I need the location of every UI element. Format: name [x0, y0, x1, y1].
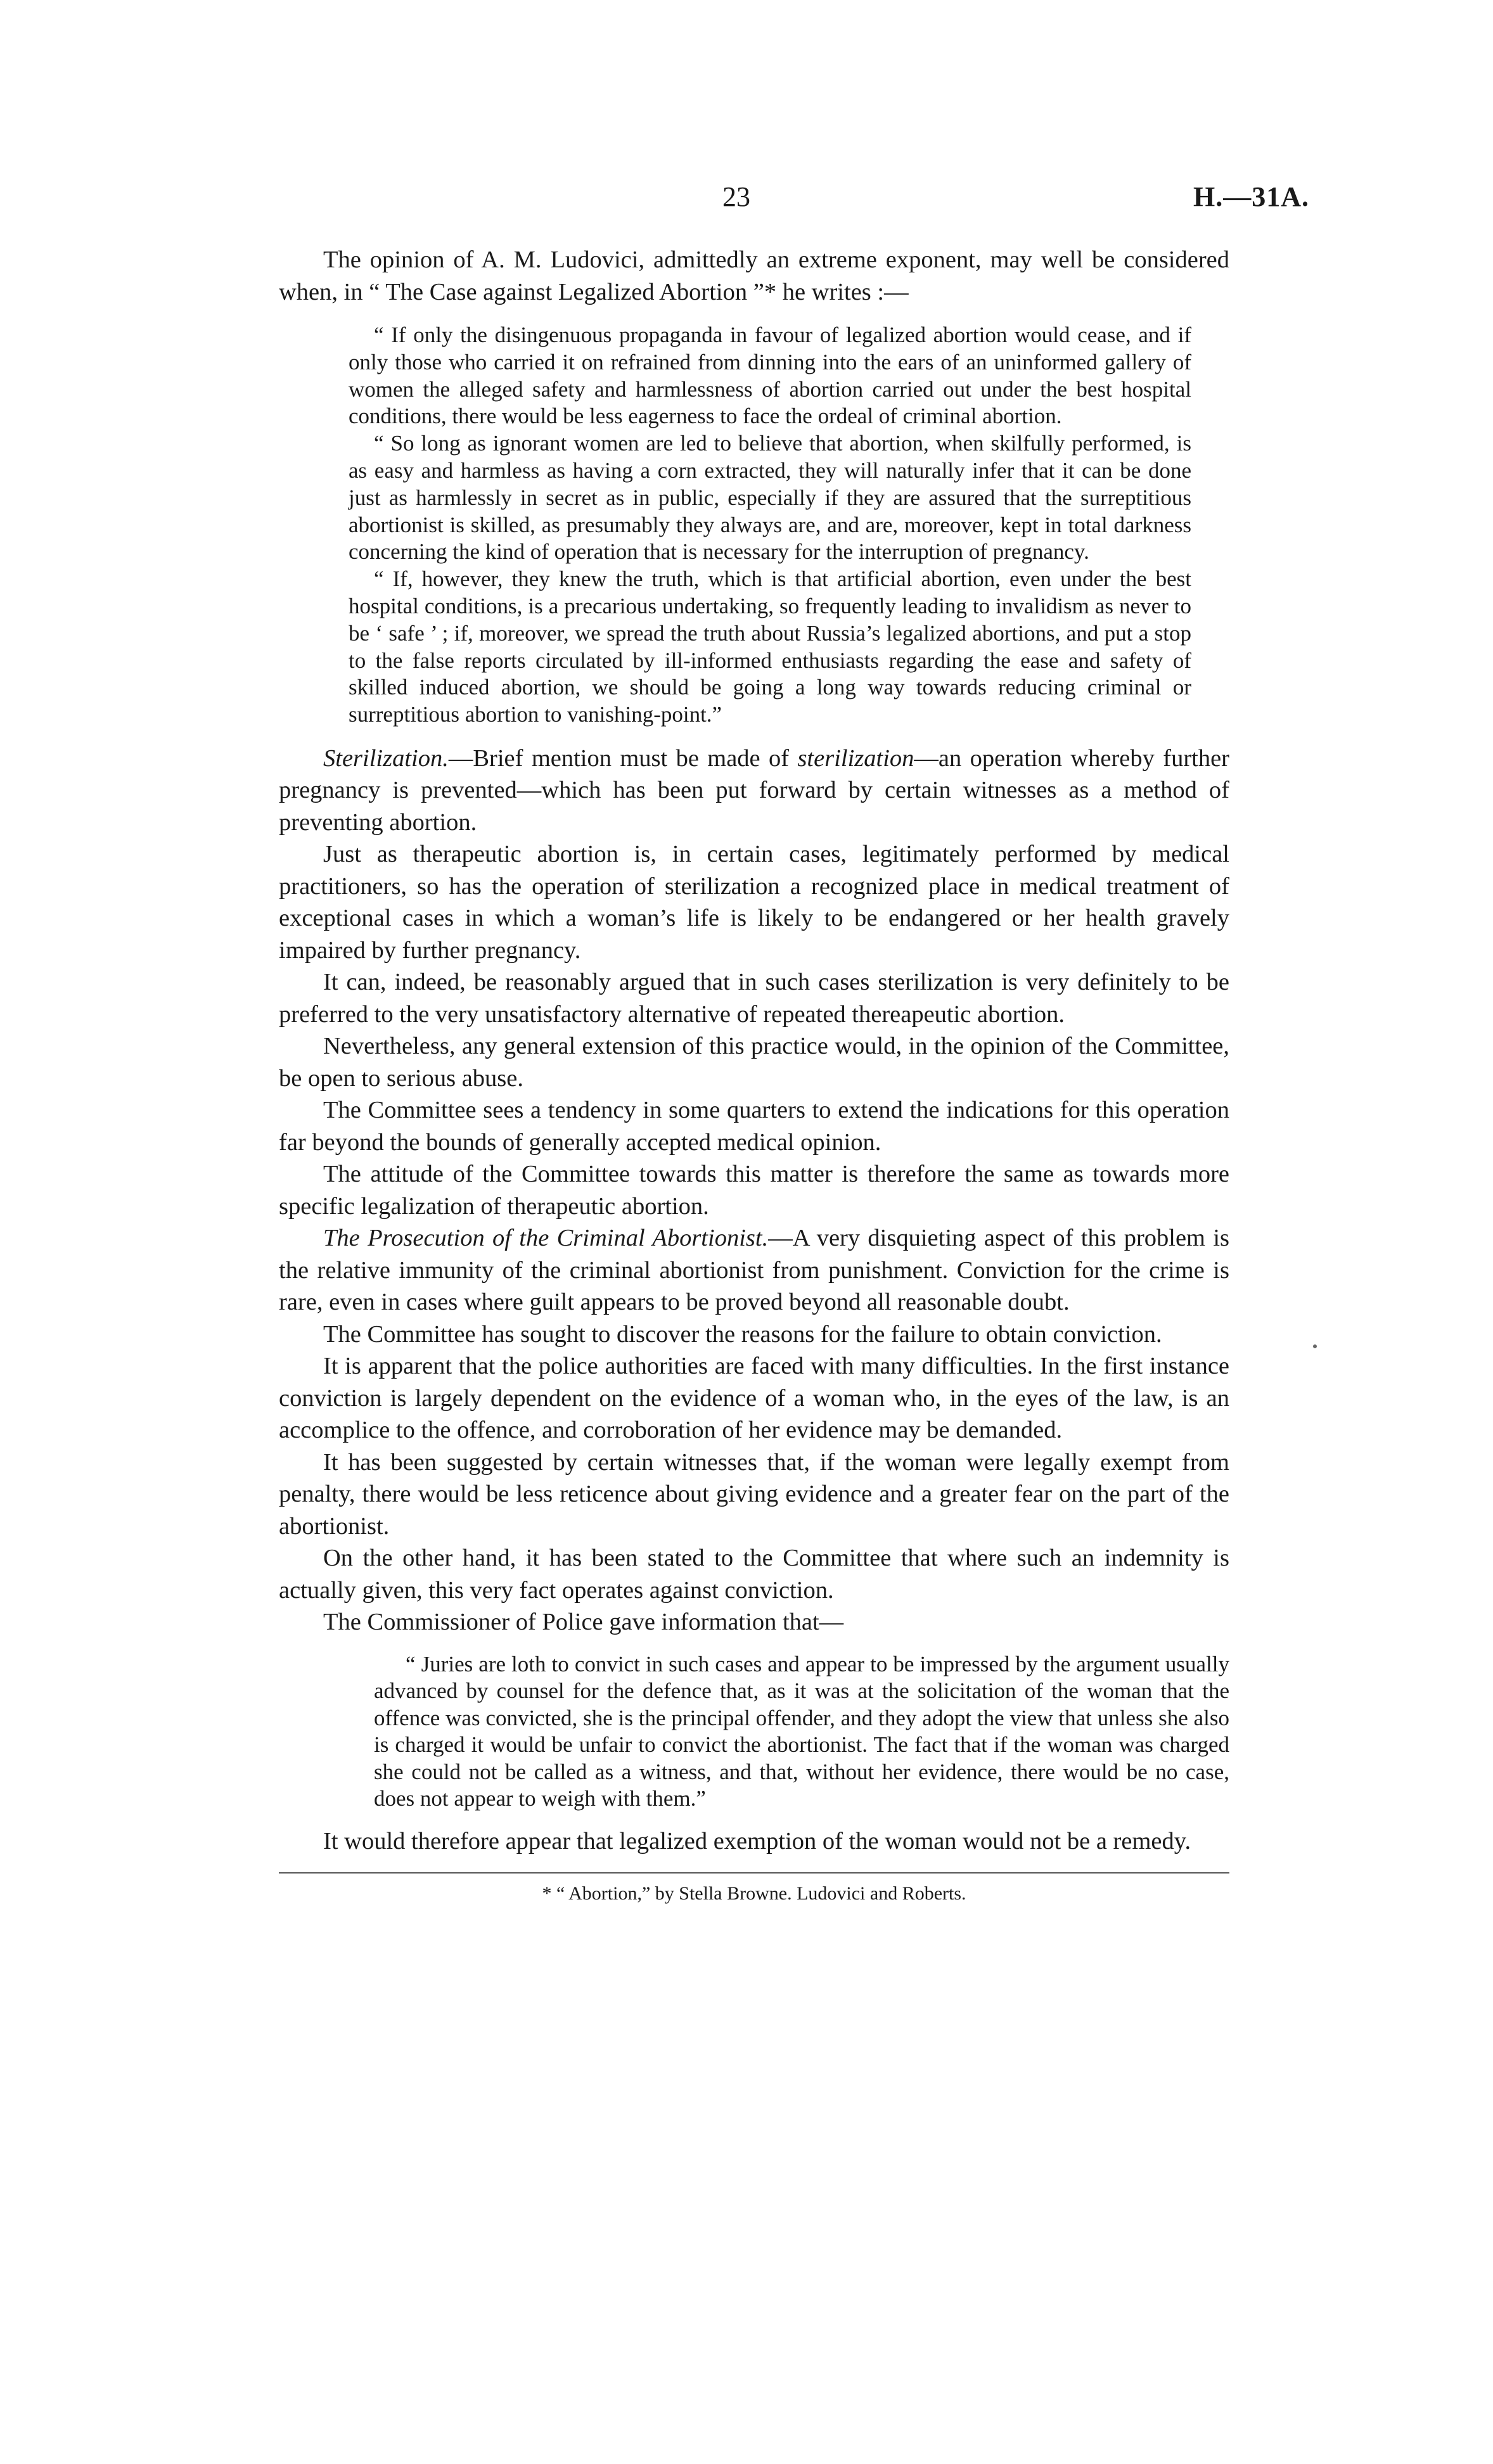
sterilization-paragraph: Sterilization.—Brief mention must be made of sterilization—an operation whereby further pregnancy is prevented—which has been put forward by certain witnesses as a method of preventing abortion. — [279, 744, 1229, 836]
quote-paragraph: “ So long as ignorant women are led to believe that abortion, when skilfully performed, is as easy and harmless as having a corn extracted, they will naturally infer that it can be done just as harmlessly in secret as in public, especially if they are assured that the surreptitious abortionist is skilled, as presumably they always are, and are, moreover, kept in total darkness concerning the kind of operation that is necessary for the interruption of pregnancy. — [349, 431, 1191, 565]
page-number: 23 — [722, 181, 750, 212]
scan-speck — [1313, 1344, 1317, 1348]
intro-paragraph: The opinion of A. M. Ludovici, admittedly an extreme exponent, may well be considered when, in “ The Case against Legalized Abortion ”* he writes :— — [279, 246, 1229, 305]
paragraph: The Commissioner of Police gave information that— — [323, 1609, 844, 1636]
section-heading-prosecution: The Prosecution of the Criminal Abortionist. — [323, 1225, 769, 1252]
section-heading-sterilization: Sterilization. — [323, 744, 449, 772]
page-header — [0, 181, 1493, 219]
body-text — [279, 244, 1229, 1905]
paragraph: The attitude of the Committee towards this matter is therefore the same as towards more specific legalization of therapeutic abortion. — [279, 1161, 1229, 1220]
paragraph: On the other hand, it has been stated to the Committee that where such an indemnity is actually given, this very fact operates against conviction. — [279, 1545, 1229, 1604]
police-commissioner-quote — [279, 1651, 1229, 1813]
paragraph: It is apparent that the police authorities are faced with many difficulties. In the first instance conviction is largely dependent on the evidence of a woman who, in the eyes of the law, is an accomplice to the offence, and corroboration of her evidence may be demanded. — [279, 1353, 1229, 1444]
quote-paragraph: “ Juries are loth to convict in such cases and appear to be impressed by the argument usually advanced by counsel for the defence that, as it was at the solicitation of the woman that the offence was convicted, she is the principal offender, and they adopt the view that unless she also is charged it would be unfair to convict the abortionist. The fact that if the woman was charged she could not be called as a witness, and that, without her evidence, there would be no case, does not appear to weigh with them.” — [374, 1651, 1229, 1811]
conclusion-paragraph: It would therefore appear that legalized exemption of the woman would not be a remedy. — [323, 1827, 1191, 1854]
quote-paragraph: “ If only the disingenuous propaganda in favour of legalized abortion would cease, and if only those who carried it on refrained from dinning into the ears of an uninformed gallery of women the alleged safety and harmlessness of abortion carried out under the best hospital conditions, there would be less eagerness to face the ordeal of criminal abortion. — [349, 322, 1191, 429]
document-reference: H.—31A. — [1193, 181, 1309, 212]
ludovici-quote — [279, 322, 1229, 729]
sterilization-term: sterilization — [797, 744, 914, 772]
footnote: * “ Abortion,” by Stella Browne. Ludovici and Roberts. — [542, 1883, 966, 1905]
paragraph: Just as therapeutic abortion is, in certain cases, legitimately performed by medical practitioners, so has the operation of sterilization a recognized place in medical treatment of exceptional cases in which a woman’s life is likely to be endangered or her health gravely impaired by further pregnancy. — [279, 841, 1229, 964]
footnote-divider — [279, 1872, 1229, 1874]
paragraph: It has been suggested by certain witnesses that, if the woman were legally exempt from penalty, there would be less reticence about giving evidence and a greater fear on the part of the abortionist. — [279, 1448, 1229, 1540]
paragraph: Nevertheless, any general extension of this practice would, in the opinion of the Committee, be open to serious abuse. — [279, 1033, 1229, 1092]
paragraph: The Committee sees a tendency in some quarters to extend the indications for this operation far beyond the bounds of generally accepted medical opinion. — [279, 1097, 1229, 1156]
paragraph: It can, indeed, be reasonably argued that in such cases sterilization is very definitely to be preferred to the very unsatisfactory alternative of repeated thereapeutic abortion. — [279, 969, 1229, 1028]
paragraph: The Committee has sought to discover the reasons for the failure to obtain conviction. — [323, 1320, 1162, 1348]
prosecution-paragraph: The Prosecution of the Criminal Abortionist.—A very disquieting aspect of this problem is the relative immunity of the criminal abortionist from punishment. Conviction for the crime is rare, even in cases where guilt appears to be proved beyond all reasonable doubt. — [279, 1225, 1229, 1316]
quote-paragraph: “ If, however, they knew the truth, which is that artificial abortion, even under the best hospital conditions, is a precarious undertaking, so frequently leading to invalidism as never to be ‘ safe ’ ; if, moreover, we spread the truth about Russia’s legalized abortions, and put a stop to the false reports circulated by ill-informed enthusiasts regarding the ease and safety of skilled induced abortion, we should be going a long way towards reducing criminal or surreptitious abortion to vanishing-point.” — [349, 566, 1191, 727]
